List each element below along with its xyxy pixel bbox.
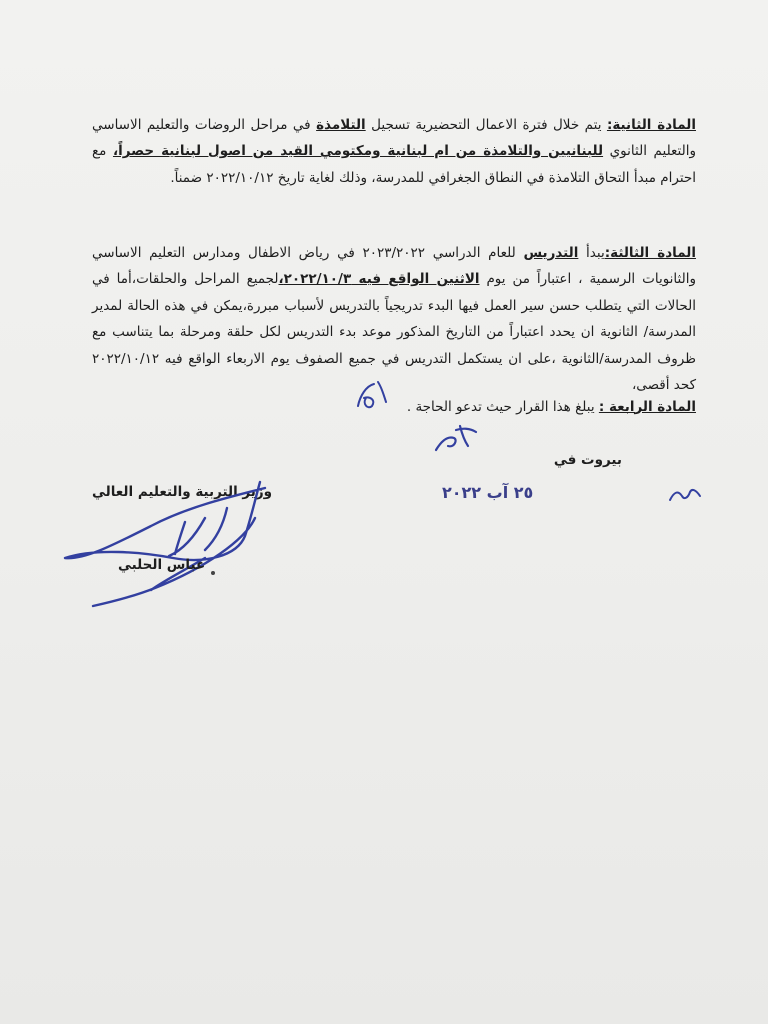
article-two — [92, 112, 696, 192]
article-two-bold-1: التلامذة — [316, 116, 366, 133]
article-two-text-3: مع احترام مبدأ التحاق التلامذة في النطاق الجغرافي للمدرسة، وذلك لغاية تاريخ ٢٠٢٢/١٠/١٢ ضمناً. — [92, 143, 696, 186]
article-four — [92, 394, 696, 421]
reference-mark — [668, 484, 702, 506]
initial-mark-2 — [432, 420, 482, 454]
article-three — [92, 240, 696, 399]
article-three-text-3: لجميع المراحل والحلقات،أما في الحالات التي يتطلب حسن سير العمل فيها البدء تدريجياً بالتدريس لأسباب مبررة،يمكن في هذه الحالة لمدير المدرسة/ الثانوية ان يحدد اعتباراً من التاريخ المذكور موعد بدء التدريس لكل حلقة ومرحلة بما يتناسب مع ظروف المدرسة/الثانوية ،على ان يستكمل التدريس في جميع الصفوف يوم الاربعاء الواقع فيه ٢٠٢٢/١٠/١٢ كحد أقصى، — [92, 271, 696, 393]
article-three-bold-1: التدريس — [523, 244, 579, 261]
article-three-label: المادة الثالثة: — [604, 244, 696, 261]
minister-title: وزير التربية والتعليم العالي — [92, 484, 273, 500]
place-label: بيروت في — [553, 452, 622, 468]
article-three-bold-2: الاثنين الواقع فيه ٢٠٢٢/١٠/٣، — [278, 271, 480, 287]
article-three-text-1: يبدأ — [578, 244, 605, 261]
date-handwritten: ٢٥ آب ٢٠٢٢ — [442, 483, 534, 502]
minister-signature — [55, 478, 295, 613]
article-three-text-2: للعام الدراسي ٢٠٢٣/٢٠٢٢ في رياض الاطفال ومدارس التعليم الاساسي والثانويات الرسمية ، اعتباراً من يوم — [92, 244, 696, 287]
article-four-text: يبلغ هذا القرار حيث تدعو الحاجة . — [406, 398, 599, 415]
signature-dot — [211, 571, 215, 575]
article-two-text-2: في مراحل الروضات والتعليم الاساسي والتعليم الثانوي — [92, 116, 697, 159]
article-four-label: المادة الرابعة : — [598, 398, 696, 415]
article-two-text-1: يتم خلال فترة الاعمال التحضيرية تسجيل — [365, 116, 607, 133]
article-two-label: المادة الثانية: — [606, 116, 696, 133]
initial-mark-1 — [352, 378, 392, 412]
article-two-bold-2: للبنانيين والتلامذة من ام لبنانية ومكتومي القيد من اصول لبنانية حصراً، — [112, 143, 604, 159]
minister-name: عباس الحلبي — [118, 557, 206, 573]
